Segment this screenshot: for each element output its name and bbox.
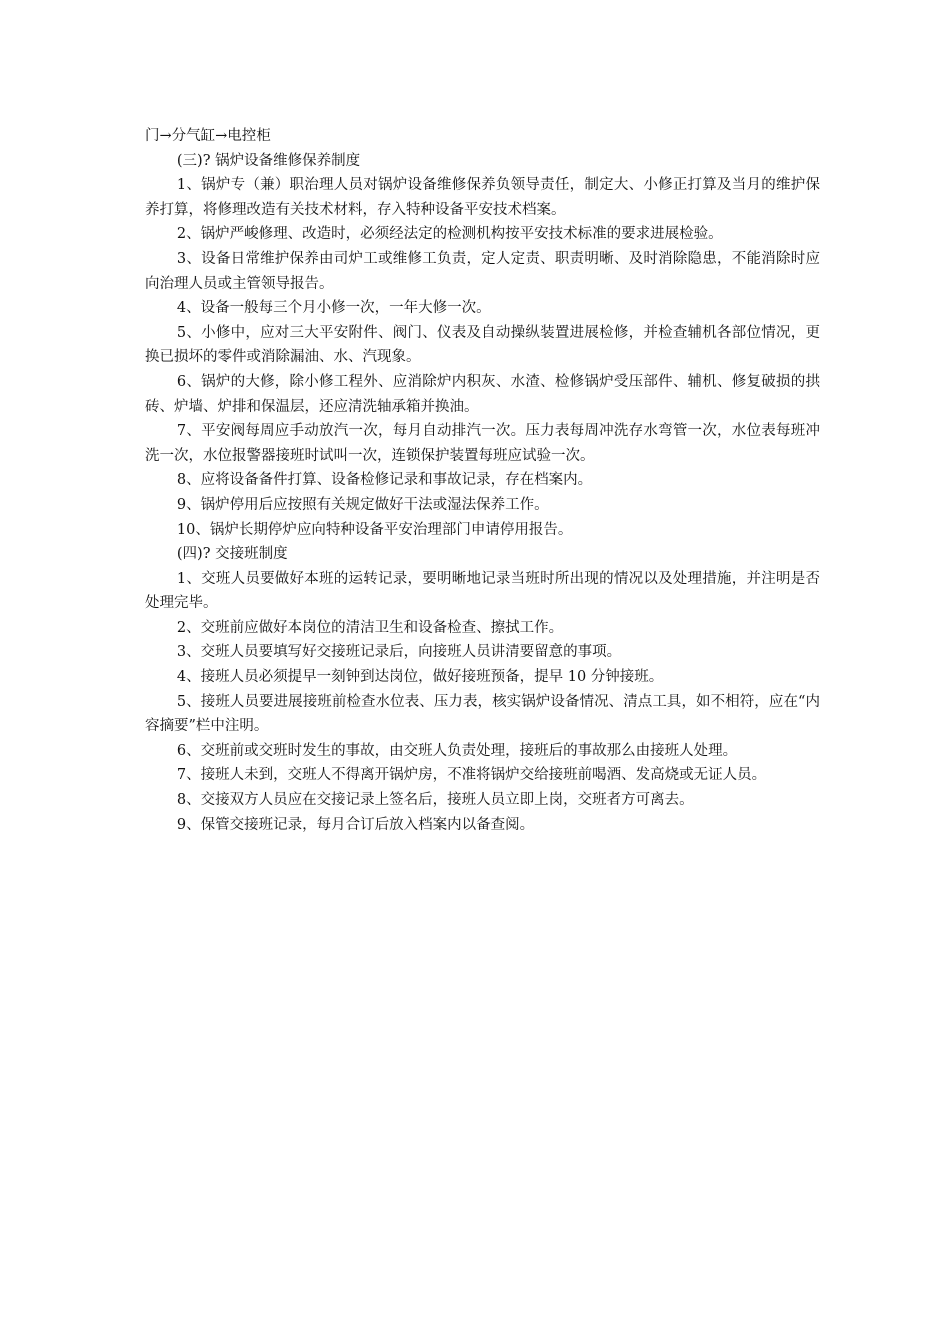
paragraph: 8、交接双方人员应在交接记录上签名后，接班人员立即上岗，交班者方可离去。 xyxy=(176,792,694,809)
paragraph: 4、接班人员必须提早一刻钟到达岗位，做好接班预备，提早 10 分钟接班。 xyxy=(176,669,664,686)
section-heading-maintenance: (三)? 锅炉设备维修保养制度 xyxy=(176,152,361,169)
paragraph: 3、设备日常维护保养由司炉工或维修工负责，定人定责、职责明晰、及时消除隐患，不能消除时应向治理人员或主管领导报告。 xyxy=(145,250,820,292)
paragraph: 2、交班前应做好本岗位的清洁卫生和设备检查、擦拭工作。 xyxy=(176,619,564,636)
paragraph: 7、平安阀每周应手动放汽一次，每月自动排汽一次。压力表每周冲洗存水弯管一次，水位表每班冲洗一次，水位报警器接班时试叫一次，连锁保护装置每班应试验一次。 xyxy=(145,423,820,464)
paragraph: 2、锅炉严峻修理、改造时，必须经法定的检测机构按平安技术标准的要求进展检验。 xyxy=(176,226,723,243)
paragraph-continuation: 门→分气缸→电控柜 xyxy=(145,128,271,144)
paragraph: 5、小修中，应对三大平安附件、阀门、仪表及自动操纵装置进展检修，并检查辅机各部位情况，更换已损坏的零件或消除漏油、水、汽现象。 xyxy=(145,324,820,366)
paragraph: 1、锅炉专（兼）职治理人员对锅炉设备维修保养负领导责任，制定大、小修正打算及当月的维护保养打算，将修理改造有关技术材料，存入特种设备平安技术档案。 xyxy=(145,177,820,218)
paragraph: 7、接班人未到，交班人不得离开锅炉房，不准将锅炉交给接班前喝酒、发高烧或无证人员。 xyxy=(176,767,767,784)
paragraph: 9、锅炉停用后应按照有关规定做好干法或湿法保养工作。 xyxy=(176,496,549,513)
paragraph: 8、应将设备备件打算、设备检修记录和事故记录，存在档案内。 xyxy=(176,472,593,489)
paragraph: 6、交班前或交班时发生的事故，由交班人负责处理，接班后的事故那么由接班人处理。 xyxy=(176,742,738,759)
paragraph: 1、交班人员要做好本班的运转记录，要明晰地记录当班时所出现的情况以及处理措施，并注明是否处理完毕。 xyxy=(145,570,820,612)
paragraph: 5、接班人员要进展接班前检查水位表、压力表，核实锅炉设备情况、清点工具，如不相符，应在“内容摘要”栏中注明。 xyxy=(145,693,820,735)
paragraph: 3、交班人员要填写好交接班记录后，向接班人员讲清要留意的事项。 xyxy=(176,644,622,661)
paragraph: 6、锅炉的大修，除小修工程外、应消除炉内积灰、水渣、检修锅炉受压部件、辅机、修复破损的拱砖、炉墙、炉排和保温层，还应清洗轴承箱并换油。 xyxy=(145,373,820,415)
document-body xyxy=(145,124,820,837)
paragraph: 10、锅炉长期停炉应向特种设备平安治理部门申请停用报告。 xyxy=(176,521,573,538)
section-heading-shift-handover: (四)? 交接班制度 xyxy=(176,546,288,563)
paragraph: 4、设备一般每三个月小修一次，一年大修一次。 xyxy=(176,300,491,317)
paragraph: 9、保管交接班记录，每月合订后放入档案内以备查阅。 xyxy=(176,816,535,833)
